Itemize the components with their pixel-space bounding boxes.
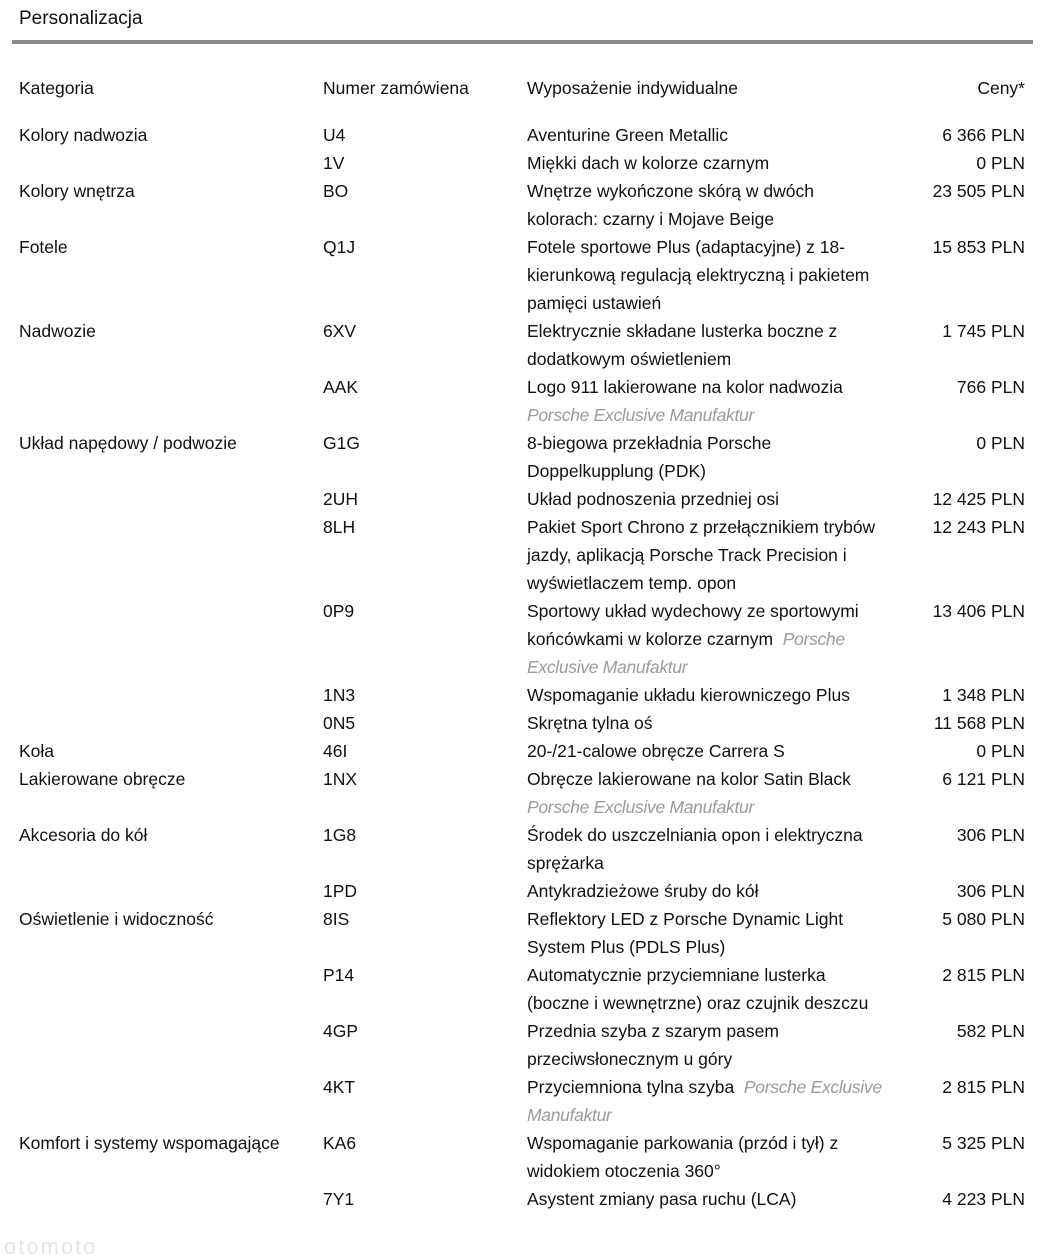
row-order-code: 0N5 [323,713,356,733]
row-order-code: KA6 [323,1133,357,1153]
equipment-description: Elektrycznie składane lusterka boczne z dodatkowym oświetleniem [527,321,838,369]
table-body [0,121,1056,1213]
row-price: 0 PLN [976,153,1025,173]
row-category: Akcesoria do kół [19,825,148,845]
row-category [0,681,323,709]
equipment-description: 20-/21-calowe obręcze Carrera S [527,741,785,761]
table-row [0,1129,1056,1185]
row-price: 0 PLN [976,741,1025,761]
row-price: 6 121 PLN [942,769,1025,789]
table-row [0,177,1056,233]
row-price: 5 325 PLN [942,1133,1025,1153]
header-order-number: Numer zamówiena [323,78,469,98]
row-order-code: 6XV [323,321,357,341]
equipment-description: 8-biegowa przekładnia Porsche Doppelkupplung (PDK) [527,433,772,481]
row-equipment [527,429,892,485]
row-category: Lakierowane obręcze [19,769,186,789]
row-order-code: 1G8 [323,825,357,845]
row-equipment [527,1073,892,1129]
row-equipment [527,317,892,373]
row-price: 4 223 PLN [942,1189,1025,1209]
row-equipment [527,765,892,821]
row-category [0,149,323,177]
row-equipment [527,1185,892,1213]
row-category: Oświetlenie i widoczność [19,909,214,929]
row-equipment [527,233,892,317]
equipment-description: Reflektory LED z Porsche Dynamic Light System Plus (PDLS Plus) [527,909,844,957]
row-order-code: 1PD [323,881,358,901]
row-category: Koła [19,741,55,761]
row-price: 13 406 PLN [932,601,1025,621]
row-price: 766 PLN [956,377,1025,397]
equipment-description: Miękki dach w kolorze czarnym [527,153,770,173]
table-row [0,1185,1056,1213]
row-order-code: AAK [323,377,359,397]
table-row [0,877,1056,905]
exclusive-manufaktur-tag: Porsche Exclusive Manufaktur [527,797,754,817]
table-row [0,961,1056,1017]
row-order-code: BO [323,181,349,201]
row-order-code: 2UH [323,489,359,509]
row-order-code: 7Y1 [323,1189,355,1209]
row-price: 582 PLN [956,1021,1025,1041]
row-price: 12 425 PLN [932,489,1025,509]
equipment-description: Przednia szyba z szarym pasem przeciwsłonecznym u góry [527,1021,779,1069]
row-equipment [527,821,892,877]
watermark: otomoto [4,1234,98,1259]
row-category: Kolory wnętrza [19,181,135,201]
row-equipment [527,177,892,233]
equipment-description: Automatycznie przyciemniane lusterka (boczne i wewnętrzne) oraz czujnik deszczu [527,965,869,1013]
row-equipment [527,1017,892,1073]
equipment-description: Antykradzieżowe śruby do kół [527,881,759,901]
row-category: Układ napędowy / podwozie [19,433,237,453]
row-category [0,1185,323,1213]
row-category: Komfort i systemy wspomagające [19,1133,280,1153]
page-title: Personalizacja [19,8,143,29]
row-price: 6 366 PLN [942,125,1025,145]
equipment-description: Fotele sportowe Plus (adaptacyjne) z 18-kierunkową regulacją elektryczną i pakietem pamięci ustawień [527,237,870,313]
table-row [0,373,1056,429]
row-equipment [527,149,892,177]
header-price: Ceny* [977,78,1025,98]
table-row [0,149,1056,177]
table-row [0,1017,1056,1073]
row-order-code: 1N3 [323,685,356,705]
row-price: 2 815 PLN [942,965,1025,985]
table-header-row [0,74,1056,121]
exclusive-manufaktur-tag: Porsche Exclusive Manufaktur [527,1077,882,1125]
table-row [0,429,1056,485]
row-price: 23 505 PLN [932,181,1025,201]
row-order-code: 4GP [323,1021,359,1041]
row-equipment [527,709,892,737]
table-row [0,709,1056,737]
row-order-code: 1V [323,153,345,173]
equipment-description: Sportowy układ wydechowy ze sportowymi końcówkami w kolorze czarnym [527,601,859,649]
row-equipment [527,121,892,149]
exclusive-manufaktur-tag: Porsche Exclusive Manufaktur [527,405,754,425]
row-category [0,1073,323,1129]
row-order-code: 4KT [323,1077,356,1097]
row-category [0,709,323,737]
row-order-code: G1G [323,433,360,453]
row-category [0,961,323,1017]
row-price: 1 745 PLN [942,321,1025,341]
table-row [0,737,1056,765]
equipment-description: Pakiet Sport Chrono z przełącznikiem trybów jazdy, aplikacją Porsche Track Precision i wyświetlaczem temp. opon [527,517,876,593]
equipment-description: Asystent zmiany pasa ruchu (LCA) [527,1189,797,1209]
table-row [0,485,1056,513]
row-order-code: P14 [323,965,355,985]
table-row [0,233,1056,317]
table-row [0,1073,1056,1129]
row-order-code: U4 [323,125,346,145]
equipment-description: Wnętrze wykończone skórą w dwóch kolorach: czarny i Mojave Beige [527,181,814,229]
row-category [0,513,323,597]
row-order-code: 46I [323,741,348,761]
row-category: Nadwozie [19,321,96,341]
row-order-code: 1NX [323,769,358,789]
row-equipment [527,1129,892,1185]
row-equipment [527,877,892,905]
row-price: 5 080 PLN [942,909,1025,929]
header-equipment: Wyposażenie indywidualne [527,78,738,98]
row-price: 15 853 PLN [932,237,1025,257]
row-equipment [527,681,892,709]
table-row [0,121,1056,149]
equipment-description: Aventurine Green Metallic [527,125,729,145]
row-price: 1 348 PLN [942,685,1025,705]
table-row [0,317,1056,373]
row-price: 11 568 PLN [933,713,1025,733]
equipment-description: Przyciemniona tylna szyba [527,1077,735,1097]
row-price: 306 PLN [956,881,1025,901]
equipment-description: Układ podnoszenia przedniej osi [527,489,779,509]
row-price: 0 PLN [976,433,1025,453]
row-category [0,485,323,513]
row-category: Kolory nadwozia [19,125,148,145]
row-equipment [527,961,892,1017]
row-equipment [527,737,892,765]
row-price: 306 PLN [956,825,1025,845]
table-row [0,905,1056,961]
row-order-code: 0P9 [323,601,355,621]
row-category: Fotele [19,237,68,257]
row-equipment [527,513,892,597]
equipment-description: Wspomaganie parkowania (przód i tył) z widokiem otoczenia 360° [527,1133,839,1181]
equipment-description: Obręcze lakierowane na kolor Satin Black [527,769,851,789]
header-category: Kategoria [19,78,94,98]
table-row [0,765,1056,821]
table-row [0,597,1056,681]
row-equipment [527,905,892,961]
row-price: 12 243 PLN [932,517,1025,537]
row-category [0,373,323,429]
equipment-description: Wspomaganie układu kierowniczego Plus [527,685,850,705]
row-price: 2 815 PLN [942,1077,1025,1097]
row-category [0,597,323,681]
table-row [0,821,1056,877]
row-order-code: Q1J [323,237,356,257]
table-row [0,513,1056,597]
equipment-description: Skrętna tylna oś [527,713,653,733]
row-equipment [527,485,892,513]
row-category [0,877,323,905]
equipment-description: Logo 911 lakierowane na kolor nadwozia [527,377,843,397]
table-row [0,681,1056,709]
equipment-table [0,74,1056,1213]
row-order-code: 8IS [323,909,350,929]
row-equipment [527,597,892,681]
equipment-description: Środek do uszczelniania opon i elektryczna sprężarka [527,825,863,873]
title-divider [12,40,1033,44]
row-category [0,1017,323,1073]
row-order-code: 8LH [323,517,356,537]
row-equipment [527,373,892,429]
exclusive-manufaktur-tag: Porsche Exclusive Manufaktur [527,629,845,677]
